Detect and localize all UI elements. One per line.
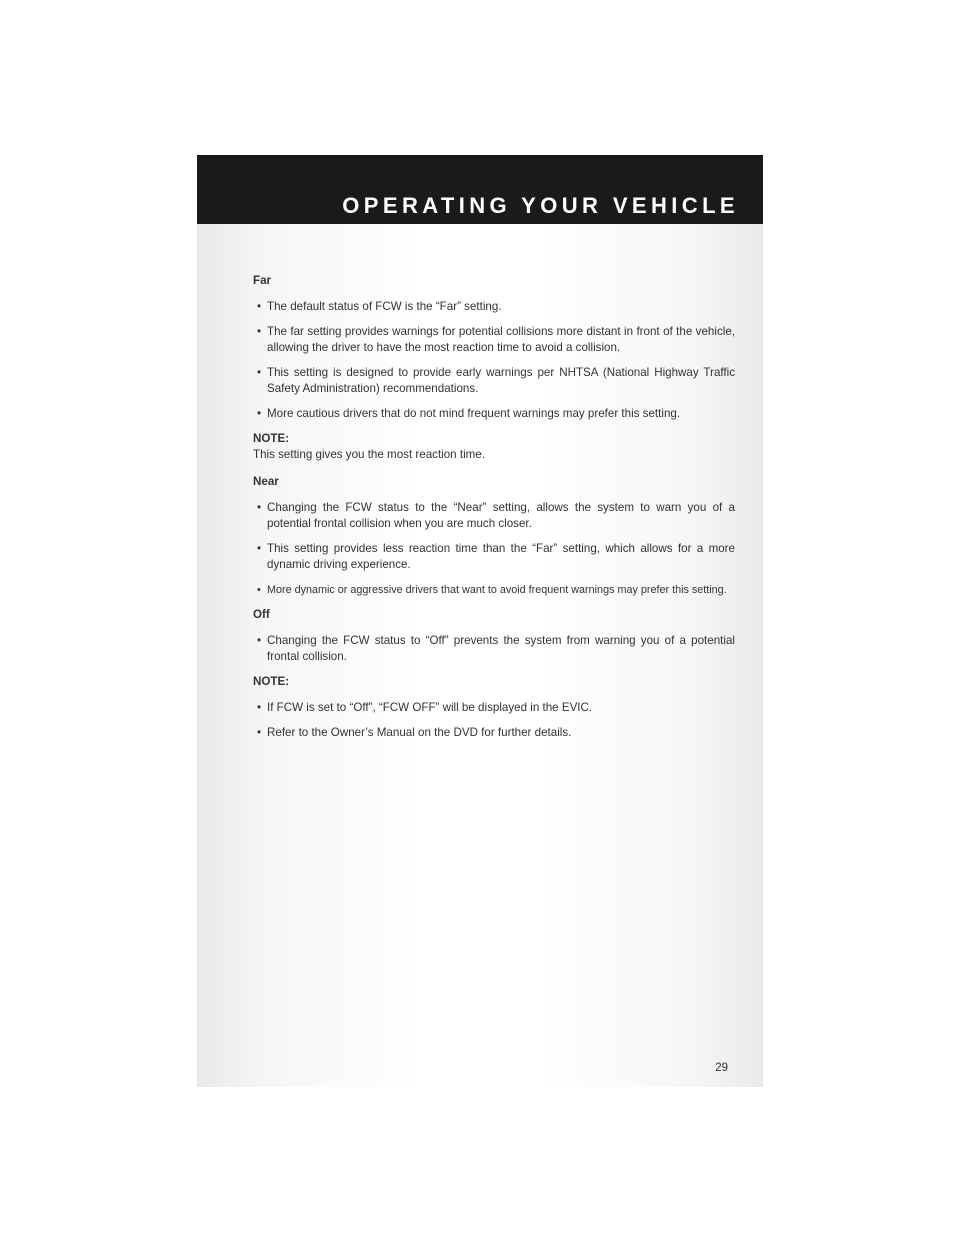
far-bullet-2: • The far setting provides warnings for potential collisions more distant in front of the vehicle, allowing the driver to have the most reaction time to avoid a collision.	[257, 325, 735, 354]
near-bullet-2: • This setting provides less reaction time than the “Far” setting, which allows for a more dynamic driving experience.	[257, 542, 735, 571]
note-label-2: NOTE:	[253, 675, 290, 688]
far-bullet-4: • More cautious drivers that do not mind frequent warnings may prefer this setting.	[257, 407, 681, 420]
note-label-1: NOTE:	[253, 432, 290, 445]
page-number: 29	[715, 1062, 728, 1074]
near-heading: Near	[253, 475, 279, 488]
off-heading: Off	[253, 608, 270, 621]
manual-page	[197, 155, 763, 1087]
note-text-1: This setting gives you the most reaction time.	[253, 448, 485, 461]
far-bullet-1: • The default status of FCW is the “Far” setting.	[257, 300, 502, 313]
near-bullet-1: • Changing the FCW status to the “Near” setting, allows the system to warn you of a potential frontal collision when you are much closer.	[257, 501, 735, 530]
page-content	[253, 273, 735, 750]
far-heading: Far	[253, 274, 272, 287]
far-bullet-3: • This setting is designed to provide early warnings per NHTSA (National Highway Traffic Safety Administration) recommendations.	[257, 366, 735, 395]
note-bullet-1: • If FCW is set to “Off”, “FCW OFF” will be displayed in the EVIC.	[257, 701, 593, 714]
note-bullet-2: • Refer to the Owner’s Manual on the DVD for further details.	[257, 726, 572, 739]
near-bullet-3: • More dynamic or aggressive drivers that want to avoid frequent warnings may prefer this setting.	[257, 584, 727, 596]
section-title: OPERATING YOUR VEHICLE	[342, 193, 739, 218]
off-bullet-1: • Changing the FCW status to “Off” prevents the system from warning you of a potential frontal collision.	[257, 634, 735, 663]
section-header	[197, 155, 763, 224]
